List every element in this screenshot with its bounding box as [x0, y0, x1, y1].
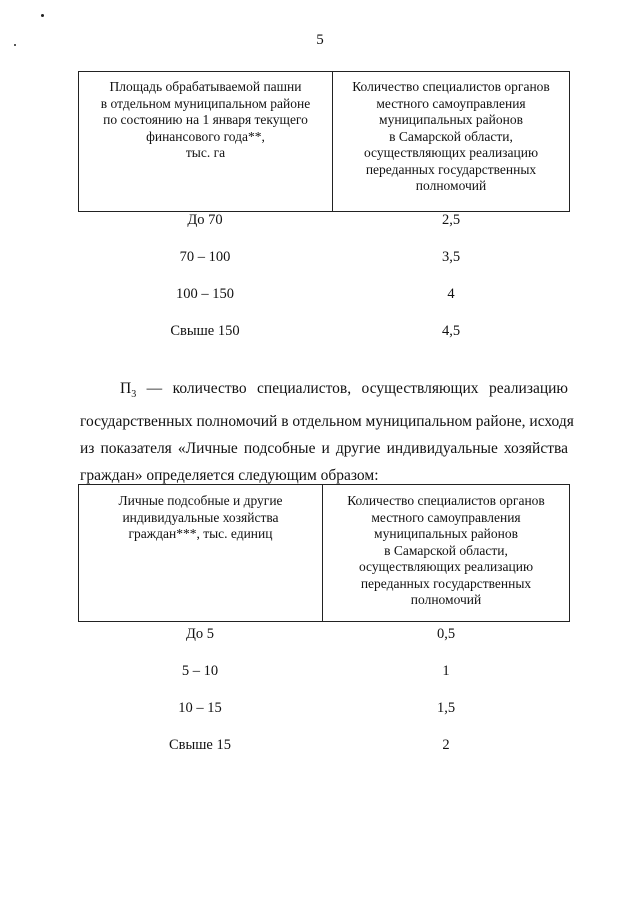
- table2-row2-value: 1: [442, 663, 450, 679]
- header-line: по состоянию на 1 января текущего: [103, 112, 308, 127]
- table2-row2-range: 5 – 10: [181, 663, 219, 679]
- header-line: осуществляющих реализацию: [363, 145, 539, 160]
- table1-row4-range: Свыше 150: [170, 323, 240, 339]
- symbol: П: [120, 380, 132, 397]
- table1-row1-range: До 70: [187, 212, 223, 228]
- table2-row3-value: 1,5: [436, 700, 456, 716]
- table1-row3-range: 100 – 150: [176, 286, 234, 302]
- table1-header: [78, 71, 570, 212]
- header-line: переданных государственных: [360, 575, 532, 591]
- header-line: местного самоуправления: [376, 95, 526, 111]
- header-line: местного самоуправления: [371, 509, 521, 525]
- table2-row4-value: 2: [442, 737, 450, 753]
- paragraph-line: [80, 375, 568, 408]
- header-line: индивидуальные хозяйства: [122, 509, 279, 525]
- table1-row2-range: 70 – 100: [179, 249, 231, 265]
- page-number: 5: [316, 32, 324, 48]
- paragraph-line: из показателя «Личные подсобные и другие индивидуальные хозяйства: [80, 440, 568, 458]
- header-line: Количество специалистов органов: [347, 493, 545, 508]
- symbol-subscript: 3: [131, 389, 137, 401]
- table2-row3-range: 10 – 15: [178, 700, 222, 716]
- table2-header: [78, 484, 570, 622]
- table2-col1-header: [79, 485, 323, 622]
- scan-speck: [41, 14, 44, 17]
- paragraph: [80, 375, 574, 489]
- header-line: тыс. га: [185, 145, 226, 160]
- header-line: переданных государственных: [365, 161, 537, 177]
- paragraph-text: — количество специалистов, осуществляющих реализацию: [136, 380, 568, 397]
- header-line: в отдельном муниципальном районе: [100, 95, 311, 111]
- header-line: граждан***, тыс. единиц: [128, 526, 273, 541]
- table2-row1-range: До 5: [185, 626, 215, 642]
- table1-row1-value: 2,5: [441, 212, 461, 228]
- table2-col2-header: [323, 485, 570, 622]
- header-line: финансового года**,: [146, 128, 265, 144]
- header-line: полномочий: [415, 178, 487, 193]
- header-line: полномочий: [410, 592, 482, 607]
- paragraph-line: граждан» определяется следующим образом:: [80, 467, 379, 485]
- table1-col1-header: [79, 72, 333, 212]
- header-line: осуществляющих реализацию: [358, 559, 534, 574]
- header-line: муниципальных районов: [379, 112, 523, 127]
- table2-row4-range: Свыше 15: [169, 737, 231, 753]
- table1-row3-value: 4: [447, 286, 455, 302]
- header-line: в Самарской области,: [384, 542, 508, 558]
- table1-col2-header: [333, 72, 570, 212]
- header-line: Количество специалистов органов: [352, 79, 550, 94]
- header-line: Личные подсобные и другие: [118, 493, 283, 508]
- header-line: муниципальных районов: [374, 526, 518, 541]
- header-line: Площадь обрабатываемой пашни: [109, 79, 302, 94]
- table2-row1-value: 0,5: [436, 626, 456, 642]
- header-line: в Самарской области,: [389, 128, 513, 144]
- paragraph-line: государственных полномочий в отдельном муниципальном районе, исходя: [80, 413, 574, 431]
- table1-row4-value: 4,5: [441, 323, 461, 339]
- table1-row2-value: 3,5: [441, 249, 461, 265]
